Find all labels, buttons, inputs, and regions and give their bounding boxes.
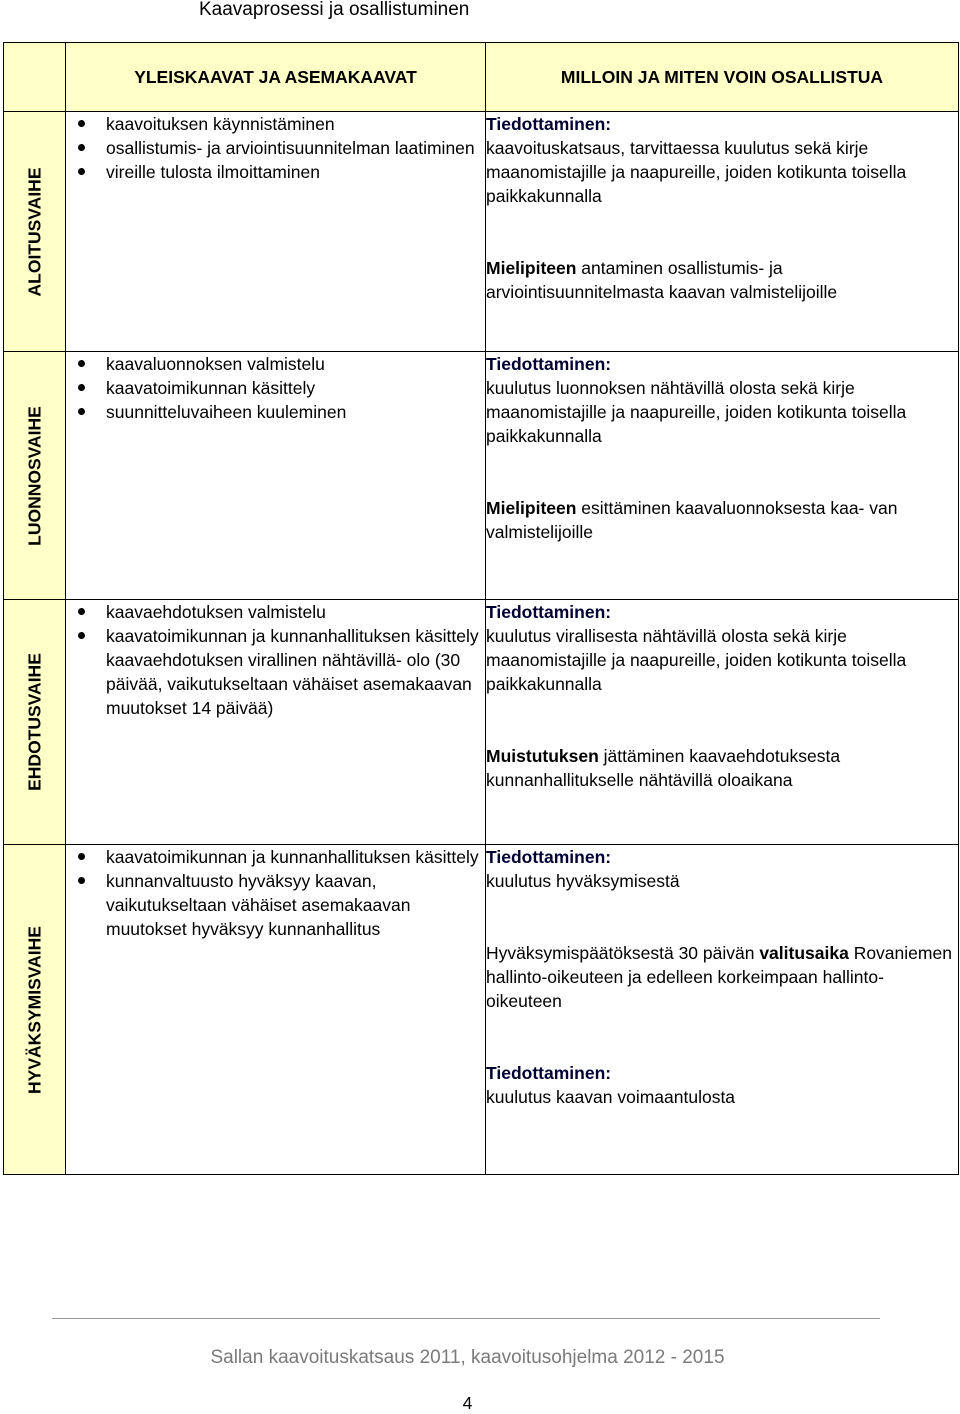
list-item: kaavaluonnoksen valmistelu: [66, 352, 485, 376]
phase-label-cell: [4, 112, 66, 352]
participation-cell: [486, 600, 959, 845]
phase-label-cell: [4, 600, 66, 845]
footer-divider: [52, 1318, 880, 1319]
appeal-bold: valitusaika: [759, 943, 849, 963]
steps-list: [66, 600, 485, 720]
participation-cell: [486, 845, 959, 1175]
steps-cell: [66, 112, 486, 352]
participation-cell: [486, 352, 959, 600]
note-bold: Mielipiteen: [486, 498, 577, 518]
process-table: [3, 42, 959, 1175]
steps-list: [66, 112, 485, 184]
info-label: Tiedottaminen:: [486, 114, 612, 134]
phase-row-hyvaksymis: [4, 845, 959, 1175]
info-text: kuulutus luonnoksen nähtävillä olosta sekä kirje maanomistajille ja naapureille, joiden kotikunta toisella paikkakunnalla: [486, 378, 907, 446]
note-bold: Mielipiteen: [486, 258, 577, 278]
table-header-row: [4, 43, 959, 112]
list-item: vireille tulosta ilmoittaminen: [66, 160, 485, 184]
footer-text: Sallan kaavoituskatsaus 2011, kaavoitusohjelma 2012 - 2015: [210, 1347, 725, 1368]
page-title: Kaavaprosessi ja osallistuminen: [199, 0, 470, 20]
info-label: Tiedottaminen:: [486, 602, 612, 622]
opinion-note: [486, 496, 958, 544]
info-label: Tiedottaminen:: [486, 1063, 612, 1083]
steps-cell: [66, 600, 486, 845]
list-item: kunnanvaltuusto hyväksyy kaavan, vaikutukseltaan vähäiset asemakaavan muutokset hyväksyy kunnanhallitus: [66, 869, 485, 941]
list-item: kaavaehdotuksen valmistelu: [66, 600, 485, 624]
appeal-prefix: Hyväksymispäätöksestä 30 päivän: [486, 943, 760, 963]
note-text: antaminen osallistumis- ja arviointisuunnitelmasta kaavan valmistelijoille: [486, 258, 838, 302]
note-bold: Muistutuksen: [486, 746, 599, 766]
list-item: kaavoituksen käynnistäminen: [66, 112, 485, 136]
opinion-note: [486, 256, 958, 304]
steps-list: [66, 352, 485, 424]
info-text: kuulutus kaavan voimaantulosta: [486, 1087, 736, 1107]
note-text: jättäminen kaavaehdotuksesta kunnanhallitukselle nähtävillä oloaikana: [486, 746, 841, 790]
appeal-suffix: Rovaniemen hallinto-oikeuteen ja edelleen korkeimpaan hallinto-oikeuteen: [486, 943, 952, 1011]
phase-row-luonnos: [4, 352, 959, 600]
list-item: kaavatoimikunnan ja kunnanhallituksen käsittely kaavaehdotuksen virallinen nähtävillä- olo (30 päivää, vaikutukseltaan vähäiset asemakaavan muutokset 14 päivää): [66, 624, 485, 720]
participation-cell: [486, 112, 959, 352]
phase-label-cell: [4, 845, 66, 1175]
phase-label: LUONNOSVAIHE: [24, 405, 44, 546]
info-text: kuulutus virallisesta nähtävillä olosta sekä kirje maanomistajille ja naapureille, joiden kotikunta toisella paikkakunnalla: [486, 626, 907, 694]
info-text: kaavoituskatsaus, tarvittaessa kuulutus sekä kirje maanomistajille ja naapureille, joiden kotikunta toisella paikkakunnalla: [486, 138, 907, 206]
page-number: 4: [462, 1393, 473, 1413]
phase-label: HYVÄKSYMISVAIHE: [24, 925, 44, 1094]
list-item: suunnitteluvaiheen kuuleminen: [66, 400, 485, 424]
info-text: kuulutus hyväksymisestä: [486, 871, 680, 891]
phase-row-ehdotus: [4, 600, 959, 845]
phase-label-cell: [4, 352, 66, 600]
list-item: kaavatoimikunnan ja kunnanhallituksen käsittely: [66, 845, 485, 869]
note-text: esittäminen kaavaluonnoksesta kaa- van valmistelijoille: [486, 498, 898, 542]
steps-cell: [66, 352, 486, 600]
info-label: Tiedottaminen:: [486, 847, 612, 867]
phase-row-aloitus: [4, 112, 959, 352]
appeal-note: [486, 941, 958, 1013]
steps-list: [66, 845, 485, 941]
header-right: MILLOIN JA MITEN VOIN OSALLISTUA: [486, 43, 959, 112]
steps-cell: [66, 845, 486, 1175]
header-corner: [4, 43, 66, 112]
phase-label: ALOITUSVAIHE: [24, 167, 44, 296]
phase-label: EHDOTUSVAIHE: [24, 653, 44, 791]
info-label: Tiedottaminen:: [486, 354, 612, 374]
objection-note: [486, 744, 958, 792]
list-item: kaavatoimikunnan käsittely: [66, 376, 485, 400]
header-left: YLEISKAAVAT JA ASEMAKAAVAT: [66, 43, 486, 112]
list-item: osallistumis- ja arviointisuunnitelman laatiminen: [66, 136, 485, 160]
